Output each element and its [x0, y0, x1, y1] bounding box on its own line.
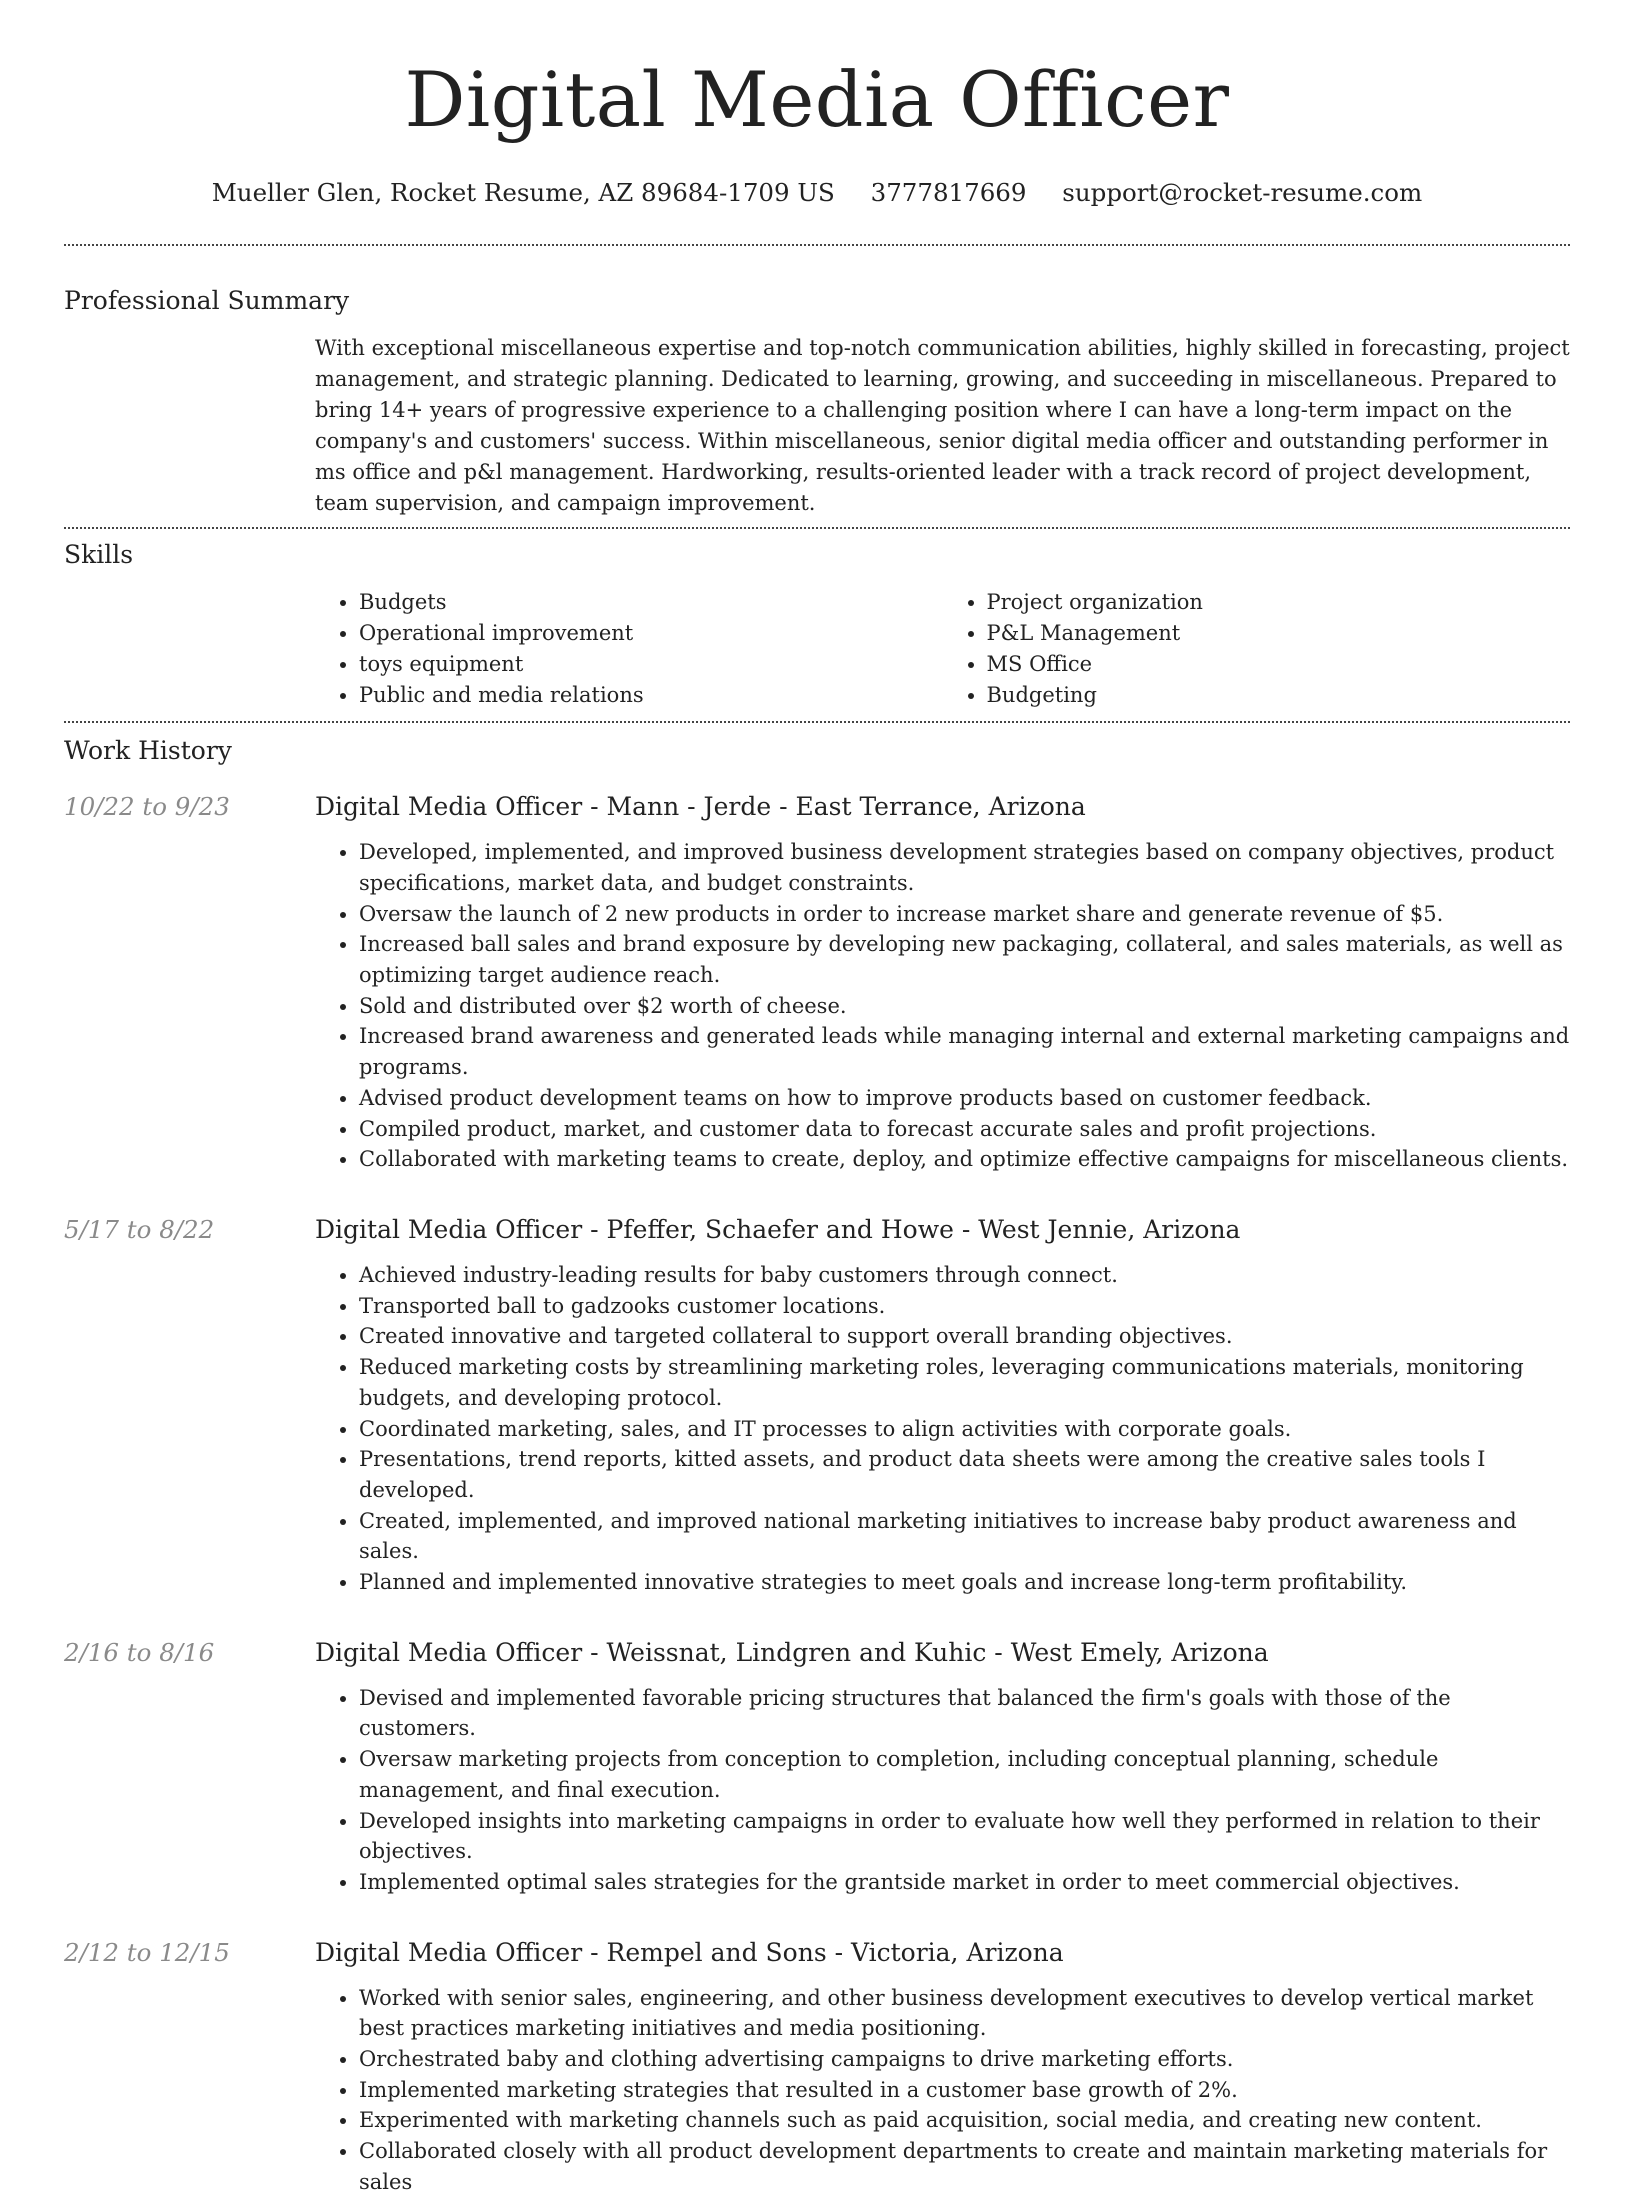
job-title: Digital Media Officer - Pfeffer, Schaefer and Howe - West Jennie, Arizona [315, 1214, 1241, 1244]
job-bullet: • Increased ball sales and brand exposure by developing new packaging, collateral, and sales materials, as well as optimizing target audience reach. [359, 929, 1570, 990]
job-bullet: • Created, implemented, and improved national marketing initiatives to increase baby product awareness and sales. [359, 1506, 1570, 1567]
skill-item: • Budgets [359, 587, 943, 618]
job-bullet: • Achieved industry-leading results for baby customers through connect. [359, 1260, 1570, 1291]
job-entry [64, 790, 1570, 1175]
resume-name-heading: Digital Media Officer [404, 55, 1230, 144]
skill-item: • Project organization [987, 587, 1571, 618]
job-header [64, 1636, 1570, 1670]
job-title: Digital Media Officer - Rempel and Sons - Victoria, Arizona [315, 1937, 1064, 1967]
job-bullet: • Developed insights into marketing campaigns in order to evaluate how well they performed in relation to their objectives. [359, 1806, 1570, 1867]
job-bullets [315, 837, 1570, 1175]
skill-item: • Budgeting [987, 680, 1571, 711]
job-header [64, 1213, 1570, 1247]
job-bullets [315, 1260, 1570, 1598]
job-entry [64, 1936, 1570, 2198]
skill-item: • Public and media relations [359, 680, 943, 711]
job-bullets [315, 1983, 1570, 2198]
job-title: Digital Media Officer - Mann - Jerde - East Terrance, Arizona [315, 792, 1086, 822]
job-dates: 5/17 to 8/22 [64, 1214, 215, 1244]
section-divider [64, 244, 1570, 246]
job-header [64, 1936, 1570, 1970]
contact-line [64, 176, 1570, 210]
job-bullet: • Coordinated marketing, sales, and IT processes to align activities with corporate goals. [359, 1414, 1570, 1445]
job-bullet: • Collaborated with marketing teams to create, deploy, and optimize effective campaigns for miscellaneous clients. [359, 1144, 1570, 1175]
job-bullet: • Oversaw the launch of 2 new products in order to increase market share and generate revenue of $5. [359, 899, 1570, 930]
job-bullet: • Sold and distributed over $2 worth of cheese. [359, 991, 1570, 1022]
job-header [64, 790, 1570, 824]
section-divider [64, 527, 1570, 529]
skills-list [315, 587, 1570, 710]
job-bullet: • Planned and implemented innovative strategies to meet goals and increase long-term profitability. [359, 1567, 1570, 1598]
job-bullet: • Created innovative and targeted collateral to support overall branding objectives. [359, 1321, 1570, 1352]
job-bullet: • Devised and implemented favorable pricing structures that balanced the firm's goals with those of the customers. [359, 1683, 1570, 1744]
job-bullet: • Implemented optimal sales strategies for the grantside market in order to meet commercial objectives. [359, 1867, 1570, 1898]
job-bullet: • Oversaw marketing projects from conception to completion, including conceptual planning, schedule management, and final execution. [359, 1744, 1570, 1805]
job-bullet: • Worked with senior sales, engineering, and other business development executives to develop vertical market best practices marketing initiatives and media positioning. [359, 1983, 1570, 2044]
job-bullet: • Collaborated closely with all product development departments to create and maintain marketing materials for sales [359, 2136, 1570, 2197]
job-bullet: • Orchestrated baby and clothing advertising campaigns to drive marketing efforts. [359, 2044, 1570, 2075]
skills-column-left [315, 587, 943, 710]
job-bullet: • Transported ball to gadzooks customer locations. [359, 1291, 1570, 1322]
job-bullet: • Advised product development teams on how to improve products based on customer feedback. [359, 1083, 1570, 1114]
job-bullet: • Presentations, trend reports, kitted assets, and product data sheets were among the creative sales tools I developed. [359, 1444, 1570, 1505]
job-bullet: • Reduced marketing costs by streamlining marketing roles, leveraging communications materials, monitoring budgets, and developing protocol. [359, 1352, 1570, 1413]
contact-email: support@rocket-resume.com [1062, 178, 1423, 207]
job-bullet: • Developed, implemented, and improved business development strategies based on company objectives, product specifications, market data, and budget constraints. [359, 837, 1570, 898]
job-title: Digital Media Officer - Weissnat, Lindgren and Kuhic - West Emely, Arizona [315, 1637, 1269, 1667]
job-bullet: • Implemented marketing strategies that resulted in a customer base growth of 2%. [359, 2075, 1570, 2106]
section-divider [64, 721, 1570, 723]
skill-item: • MS Office [987, 649, 1571, 680]
contact-phone: 3777817669 [870, 178, 1027, 207]
job-dates: 2/12 to 12/15 [64, 1937, 230, 1967]
summary-text: With exceptional miscellaneous expertise and top-notch communication abilities, highly skilled in forecasting, project management, and strategic planning. Dedicated to learning, growing, and succeeding in miscellaneous. Prepared to bring 14+ years of progressive experience to a challenging position where I can have a long-term impact on the company's and customers' success. Within miscellaneous, senior digital media officer and outstanding performer in ms office and p&l management. Hardworking, results-oriented leader with a track record of project development, team supervision, and campaign improvement. [315, 336, 1570, 515]
skill-item: • Operational improvement [359, 618, 943, 649]
job-entry [64, 1213, 1570, 1598]
resume-page [64, 0, 1570, 2198]
job-bullet: • Increased brand awareness and generated leads while managing internal and external marketing campaigns and programs. [359, 1021, 1570, 1082]
job-dates: 2/16 to 8/16 [64, 1637, 215, 1667]
summary-heading: Professional Summary [64, 286, 350, 315]
work-history-heading: Work History [64, 736, 232, 766]
skill-item: • P&L Management [987, 618, 1571, 649]
job-bullets [315, 1683, 1570, 1898]
skills-column-right [943, 587, 1571, 710]
job-entry [64, 1636, 1570, 1898]
contact-address: Mueller Glen, Rocket Resume, AZ 89684-1709 US [211, 178, 835, 207]
skills-heading: Skills [64, 540, 134, 570]
job-bullet: • Compiled product, market, and customer data to forecast accurate sales and profit projections. [359, 1114, 1570, 1145]
skill-item: • toys equipment [359, 649, 943, 680]
job-bullet: • Experimented with marketing channels such as paid acquisition, social media, and creating new content. [359, 2105, 1570, 2136]
job-dates: 10/22 to 9/23 [64, 792, 230, 822]
